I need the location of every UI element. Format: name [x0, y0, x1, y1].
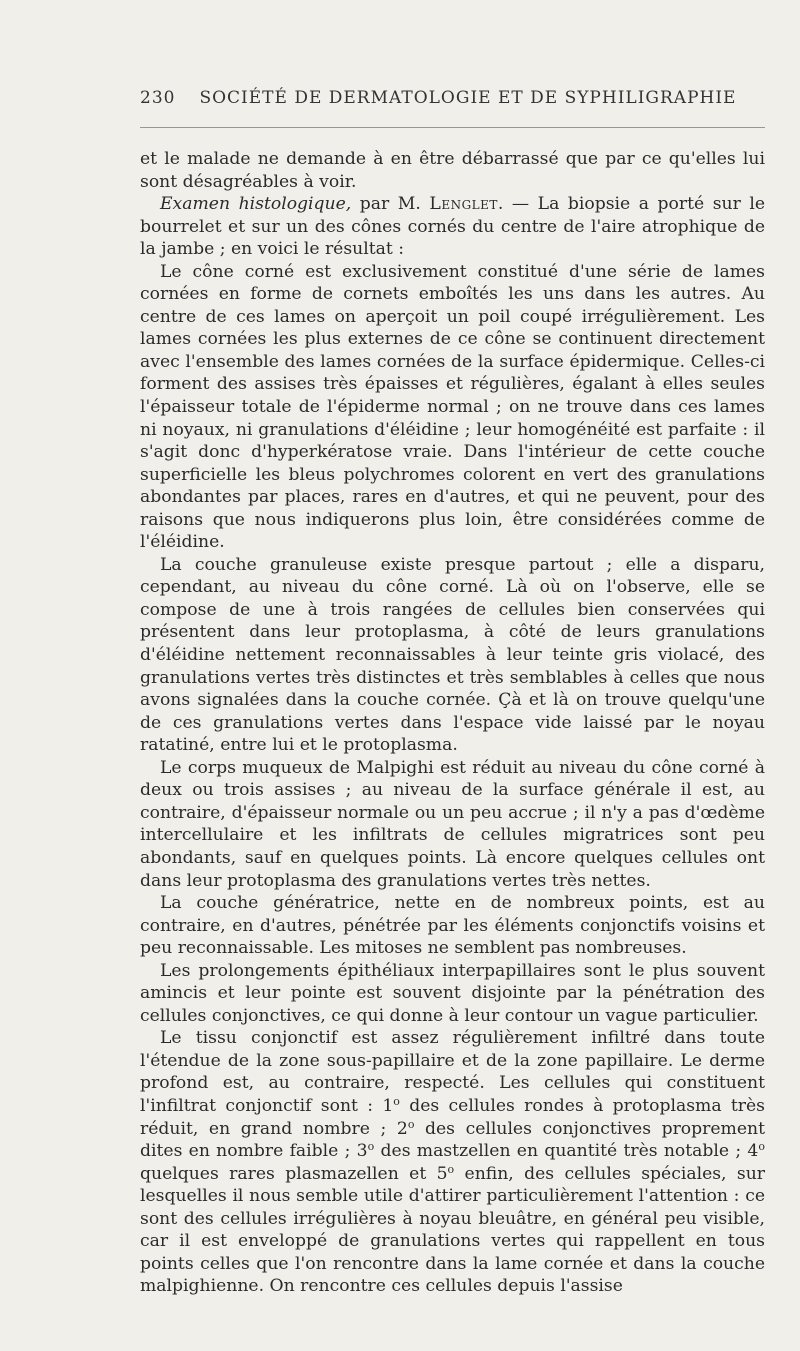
paragraph: Le corps muqueux de Malpighi est réduit au niveau du cône corné à deux ou trois assises ; au niveau de la surface générale il est, au contraire, d'épaisseur normale ou un peu accrue ; il n'y a pas d'œdème intercellulaire et les infiltrats de cellules migratrices sont peu abondants, sauf en quelques points. Là encore quelques cellules ont dans leur protoplasma des granulations vertes très nettes. [140, 757, 765, 891]
page-number: 230 [140, 88, 176, 108]
running-title: SOCIÉTÉ DE DERMATOLOGIE ET DE SYPHILIGRAPHIE [199, 88, 737, 108]
section-heading: Examen histologique, [160, 194, 352, 215]
paragraph: La couche génératrice, nette en de nombreux points, est au contraire, en d'autres, pénétrée par les éléments conjonctifs voisins et peu reconnaissable. Les mitoses ne semblent pas nombreuses. [140, 893, 765, 959]
paragraph: Les prolongements épithéliaux interpapillaires sont le plus souvent amincis et leur pointe est souvent disjointe par la pénétration des cellules conjonctives, ce qui donne à leur contour un vague particulier. [140, 960, 765, 1026]
paragraph: La couche granuleuse existe presque partout ; elle a disparu, cependant, au niveau du cône corné. Là où on l'observe, elle se compose de une à trois rangées de cellules bien conservées qui présentent dans leur protoplasma, à côté de leurs granulations d'éléidine nettement reconnaissables à leur teinte gris violacé, des granulations vertes très distinctes et très semblables à celles que nous avons signalées dans la couche cornée. Çà et là on trouve quelqu'une de ces granulations vertes dans l'espace vide laissé par le noyau ratatiné, entre lui et le protoplasma. [140, 554, 765, 756]
running-header [140, 88, 765, 108]
paragraph: Examen histologique, par M. Lenglet. — La biopsie a porté sur le bourrelet et sur un des cônes cornés du centre de l'aire atrophique de la jambe ; en voici le résultat : [140, 194, 766, 260]
paragraph: Le cône corné est exclusivement constitué d'une série de lames cornées en forme de cornets emboîtés les uns dans les autres. Au centre de ces lames on aperçoit un poil coupé irrégulièrement. Les lames cornées les plus externes de ce cône se continuent directement avec l'ensemble des lames cornées de la surface épidermique. Celles-ci forment des assises très épaisses et régulières, égalant à elles seules l'épaisseur totale de l'épiderme normal ; on ne trouve dans ces lames ni noyaux, ni granulations d'éléidine ; leur homogénéité est parfaite : il s'agit donc d'hyperkératose vraie. Dans l'intérieur de cette couche superficielle les bleus polychromes colorent en vert des granulations abondantes par places, rares en d'autres, et qui ne peuvent, pour des raisons que nous indiquerons plus loin, être considérées comme de l'éléidine. [140, 261, 765, 553]
paragraph: et le malade ne demande à en être débarrassé que par ce qu'elles lui sont désagréables à voir. [140, 149, 765, 192]
body-text [140, 148, 765, 1298]
header-rule [140, 127, 765, 128]
paragraph: Le tissu conjonctif est assez régulièrement infiltré dans toute l'étendue de la zone sous-papillaire et de la zone papillaire. Le derme profond est, au contraire, respecté. Les cellules qui constituent l'infiltrat conjonctif sont : 1$^o$ des cellules rondes à protoplasma très réduit, en grand nombre ; 2$^o$ des cellules conjonctives proprement dites en nombre faible ; 3$^o$ des mastzellen en quantité très notable ; 4$^o$ quelques rares plasmazellen et 5$^o$ enfin, des cellules spéciales, sur lesquelles il nous semble utile d'attirer particulièrement l'attention : ce sont des cellules irrégulières à noyau bleuâtre, en général peu visible, car il est enveloppé de granulations vertes qui rappellent en tous points celles que l'on rencontre dans la lame cornée et dans la couche malpighienne. On rencontre ces cellules depuis l'assise [140, 1028, 766, 1297]
author-name: Lenglet [429, 194, 498, 215]
